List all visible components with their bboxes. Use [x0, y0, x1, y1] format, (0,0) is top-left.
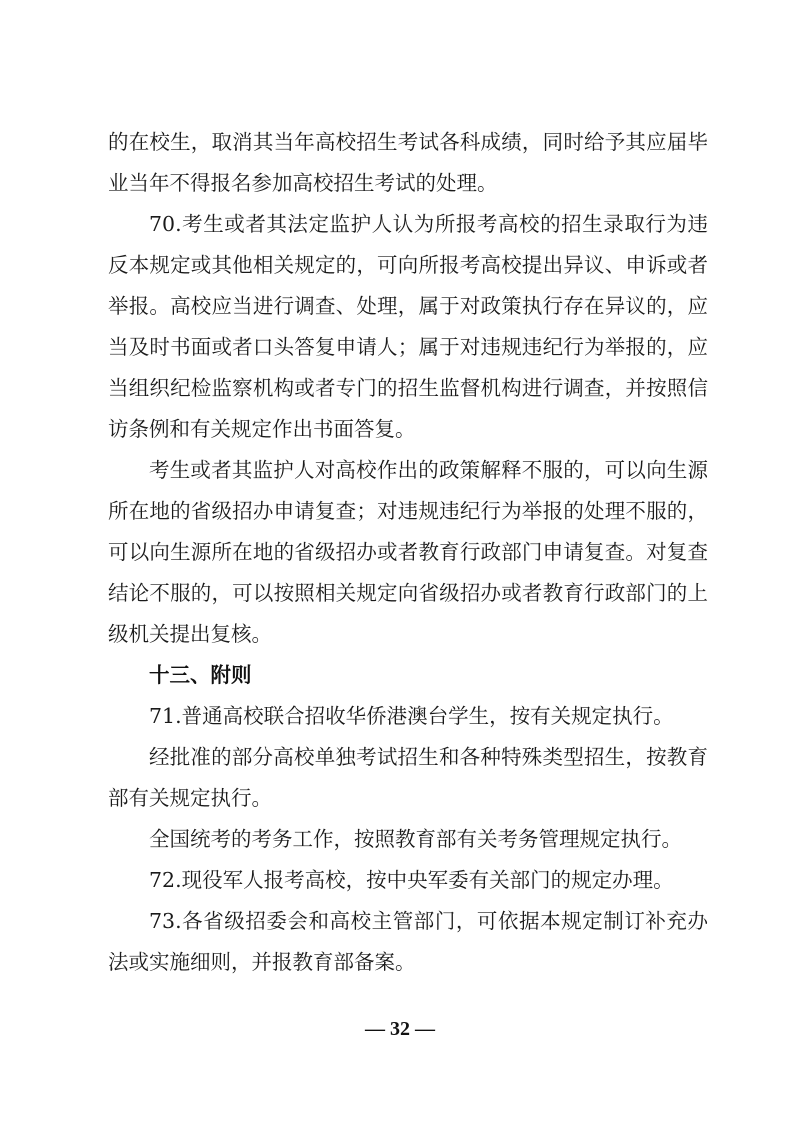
paragraph-article-71: 71.普通高校联合招收华侨港澳台学生，按有关规定执行。	[149, 704, 674, 728]
page-number: — 32 —	[365, 1018, 435, 1040]
paragraph-article-72: 72.现役军人报考高校，按中央军委有关部门的规定办理。	[149, 868, 674, 892]
paragraph-article-70-review: 考生或者其监护人对高校作出的政策解释不服的，可以向生源所在地的省级招办申请复查；对违规违纪行为举报的处理不服的，可以向生源所在地的省级招办或者教育行政部门申请复查。对复查结论不服的，可以按照相关规定向省级招办或者教育行政部门的上级机关提出复核。	[108, 458, 708, 646]
paragraph-article-70: 70.考生或者其法定监护人认为所报考高校的招生录取行为违反本规定或其他相关规定的，可向所报考高校提出异议、申诉或者举报。高校应当进行调查、处理，属于对政策执行存在异议的，应当及时书面或者口头答复申请人；属于对违规违纪行为举报的，应当组织纪检监察机构或者专门的招生监督机构进行调查，并按照信访条例和有关规定作出书面答复。	[108, 212, 708, 441]
document-body	[108, 122, 708, 983]
paragraph-article-71-exam: 全国统考的考务工作，按照教育部有关考务管理规定执行。	[149, 827, 682, 851]
paragraph-continuation: 的在校生，取消其当年高校招生考试各科成绩，同时给予其应届毕业当年不得报名参加高校招生考试的处理。	[108, 130, 708, 195]
paragraph-article-71-special: 经批准的部分高校单独考试招生和各种特殊类型招生，按教育部有关规定执行。	[108, 745, 708, 810]
paragraph-article-73: 73.各省级招委会和高校主管部门，可依据本规定制订补充办法或实施细则，并报教育部备案。	[108, 909, 708, 974]
section-heading-supplementary: 十三、附则	[149, 663, 252, 687]
